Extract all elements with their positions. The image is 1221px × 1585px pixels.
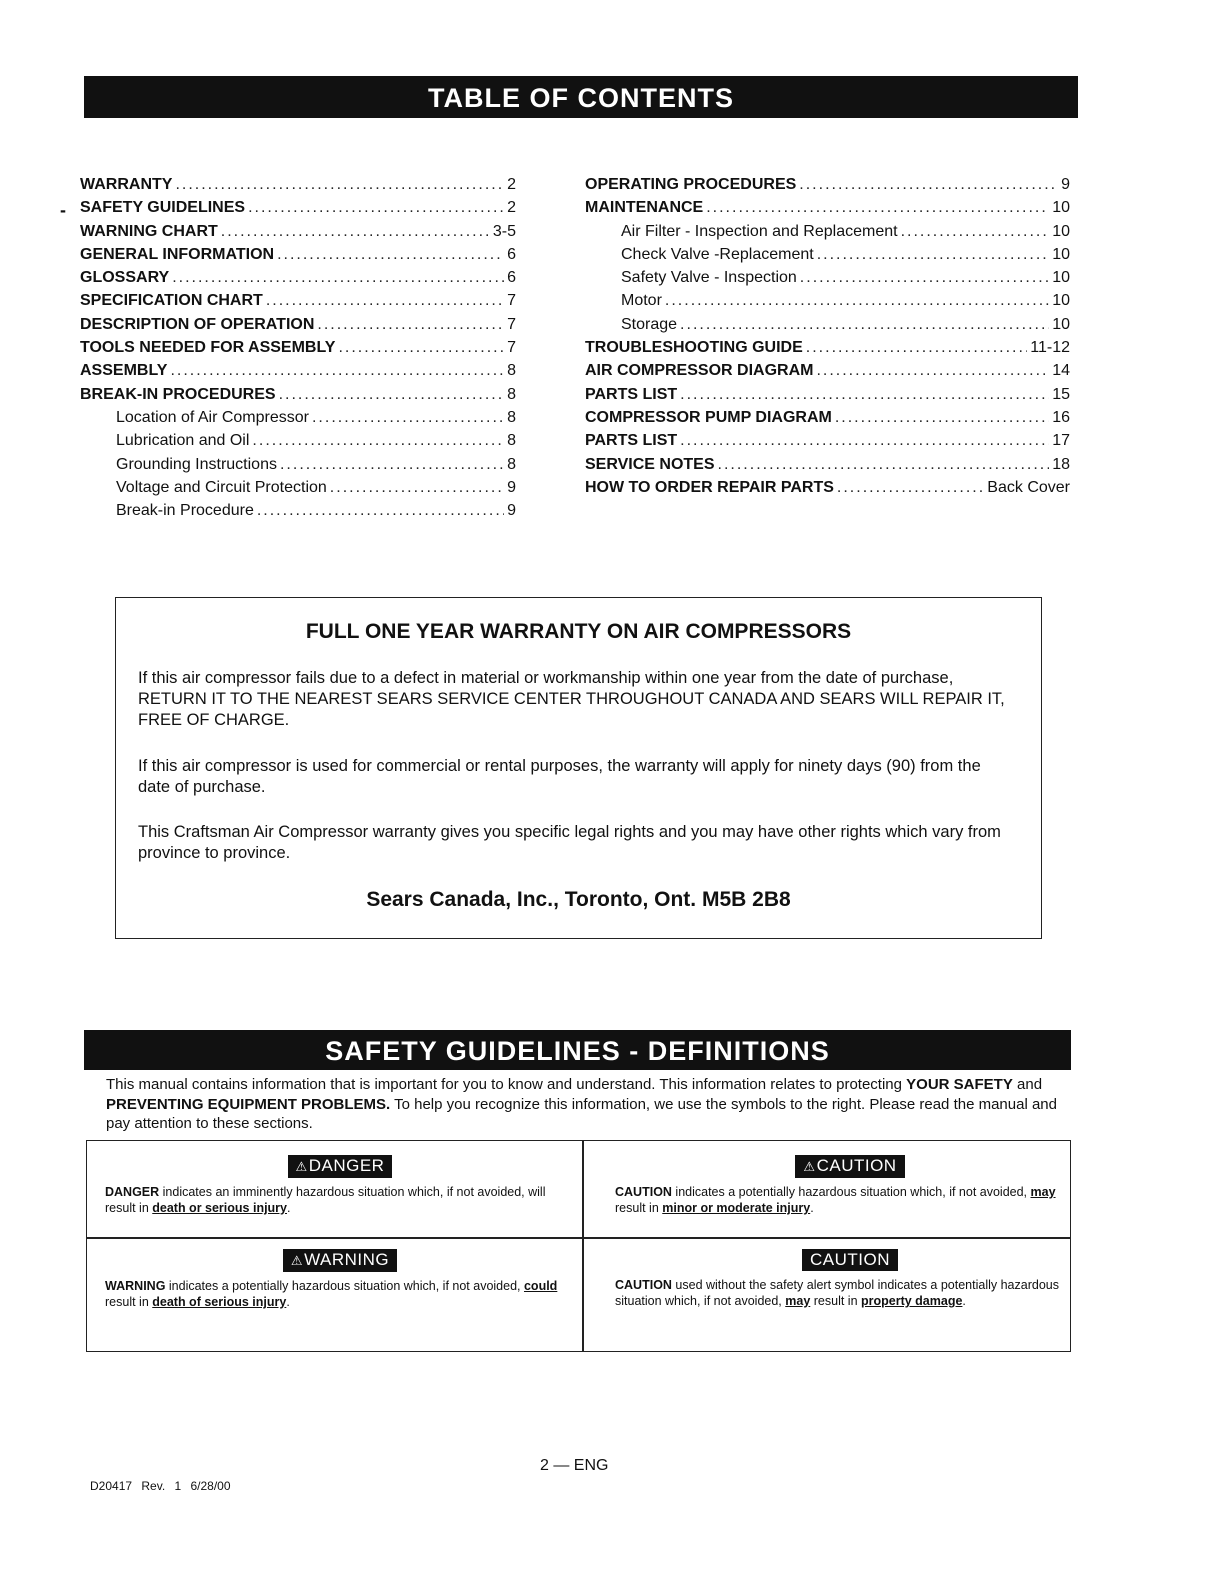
toc-entry-page: 10 [1052,199,1070,217]
toc-entry-page: 10 [1052,222,1070,240]
toc-entry[interactable] [585,479,1070,502]
caution-word: CAUTION [615,1278,672,1292]
caution-emphasis: minor or moderate injury [662,1201,811,1215]
toc-heading: TABLE OF CONTENTS [84,76,1078,118]
toc-entry-page: 6 [507,269,516,287]
alert-triangle-icon: ⚠ [295,1159,308,1174]
toc-leader [680,432,1049,450]
toc-entry-title: TROUBLESHOOTING GUIDE [585,339,803,357]
toc-leader [680,316,1049,334]
safety-intro-emphasis: YOUR SAFETY [906,1076,1013,1093]
toc-leader [816,362,1049,380]
safety-intro [106,1075,1066,1134]
caution-text: result in [810,1294,861,1308]
toc-leader [706,199,1049,217]
warranty-title: FULL ONE YEAR WARRANTY ON AIR COMPRESSORS [305,620,852,643]
toc-entry-page: 9 [507,502,516,520]
toc-entry-title: WARRANTY [80,176,173,193]
toc-entry-page: 17 [1052,432,1070,450]
toc-entry-title: SAFETY GUIDELINES [80,199,246,217]
toc-subentry[interactable] [585,292,1070,315]
safety-intro-text: To help you recognize this information, we use the symbols to the right. Please read the manual and pay attention to these sections. [106,1095,1057,1132]
toc-entry[interactable] [80,269,516,292]
grid-divider [87,1237,1070,1239]
toc-leader [266,292,504,310]
toc-entry-page: 10 [1052,292,1070,310]
toc-entry-title: OPERATING PROCEDURES [585,176,797,193]
toc-entry-page: 14 [1052,362,1070,380]
toc-entry-title: PARTS LIST [585,432,678,450]
toc-entry-page: 16 [1052,408,1070,426]
safety-symbol-grid [86,1140,1071,1352]
toc-entry-title: Grounding Instructions [116,455,277,473]
caution-text: indicates a potentially hazardous situation which, if not avoided, [671,1185,1031,1199]
danger-word: DANGER [105,1185,160,1199]
caution-emphasis: may [785,1294,811,1308]
caution-text: result in [615,1201,663,1215]
toc-leader [835,409,1049,427]
toc-entry-title: Break-in Procedure [116,502,254,520]
toc-subentry[interactable] [80,479,516,502]
toc-entry[interactable] [585,362,1070,385]
toc-entry[interactable] [80,176,516,199]
toc-entry-title: SPECIFICATION CHART [80,292,263,310]
toc-entry-page: 10 [1052,315,1070,333]
toc-entry-page: Back Cover [987,478,1070,496]
toc-entry[interactable] [585,432,1070,455]
caution-text: used without the safety alert symbol indicates a potentially hazardous situation which, if not avoided, [615,1278,1059,1308]
toc-leader [312,409,504,427]
danger-text: . [287,1201,291,1215]
safety-intro-text: This manual contains information that is important for you to know and understand. This information relates to protecting [106,1076,907,1093]
toc-entry[interactable] [585,409,1070,432]
toc-entry-page: 10 [1052,269,1070,287]
toc-entry[interactable] [80,199,516,222]
warning-text: result in [105,1295,153,1309]
toc-entry[interactable] [585,456,1070,479]
toc-entry-title: ASSEMBLY [80,362,168,380]
toc-subentry[interactable] [80,432,516,455]
toc-leader [257,502,504,520]
warning-text: indicates a potentially hazardous situation which, if not avoided, [165,1279,524,1293]
danger-label [288,1155,393,1178]
toc-entry-page: 15 [1052,385,1070,403]
toc-leader [252,432,504,450]
toc-subentry[interactable] [80,409,516,432]
toc-leader [170,362,504,380]
toc-entry-page: 9 [1061,176,1070,193]
toc-entry-title: PARTS LIST [585,385,678,403]
alert-triangle-icon: ⚠ [803,1159,816,1174]
toc-entry[interactable] [80,339,516,362]
toc-leader [799,176,1058,194]
toc-entry-title: SERVICE NOTES [585,455,715,473]
warranty-signature: Sears Canada, Inc., Toronto, Ont. M5B 2B8 [366,888,791,911]
warning-emphasis: could [523,1279,558,1293]
toc-right-column [585,176,1070,502]
danger-definition [105,1155,575,1216]
caution-alert-definition [615,1155,1085,1216]
toc-entry-title: BREAK-IN PROCEDURES [80,385,276,403]
caution-label-text: CAUTION [816,1156,897,1175]
caution-word: CAUTION [615,1185,672,1199]
warning-word: WARNING [105,1279,166,1293]
toc-entry-title: Safety Valve - Inspection [621,269,797,287]
caution-text: . [810,1201,814,1215]
toc-entry-page: 8 [507,455,516,473]
toc-entry-page: 10 [1052,245,1070,263]
toc-entry-title: AIR COMPRESSOR DIAGRAM [585,362,814,380]
toc-entry-title: TOOLS NEEDED FOR ASSEMBLY [80,339,336,357]
toc-entry-page: 8 [507,408,516,426]
toc-subentry[interactable] [80,502,516,525]
toc-leader [338,339,504,357]
toc-entry-page: 18 [1052,455,1070,473]
toc-subentry[interactable] [585,316,1070,339]
toc-leader [279,386,505,404]
toc-entry-title: Check Valve -Replacement [621,245,814,263]
danger-text: indicates an imminently hazardous situation which, if not avoided, will result in [105,1185,546,1215]
toc-entry-title: DESCRIPTION OF OPERATION [80,315,315,333]
danger-emphasis: death or serious injury [152,1201,288,1215]
safety-intro-text: and [1012,1076,1043,1093]
toc-leader [665,292,1049,310]
warning-text: . [286,1295,290,1309]
toc-entry[interactable] [80,223,516,246]
caution-label-text: CAUTION [810,1250,890,1269]
danger-label-text: DANGER [308,1156,385,1175]
toc-leader [248,199,504,217]
toc-entry-title: Location of Air Compressor [116,408,309,426]
toc-entry[interactable] [80,362,516,385]
toc-entry-title: COMPRESSOR PUMP DIAGRAM [585,408,832,426]
toc-leader [280,456,504,474]
page-number: 2 — ENG [540,1457,609,1474]
toc-entry[interactable] [585,176,1070,199]
toc-leader [172,269,504,287]
warranty-paragraph: If this air compressor is used for commercial or rental purposes, the warranty will apply for ninety days (90) from the date of purchase. [138,757,981,796]
toc-entry-page: 2 [507,176,516,193]
toc-entry-page: 7 [507,315,516,333]
safety-heading: SAFETY GUIDELINES - DEFINITIONS [84,1030,1071,1070]
safety-intro-emphasis: PREVENTING EQUIPMENT PROBLEMS. [106,1095,391,1113]
caution-alert-label [795,1155,904,1178]
toc-entry-page: 8 [507,432,516,450]
toc-leader [221,223,490,241]
toc-entry-title: GENERAL INFORMATION [80,245,275,263]
caution-plain-definition [615,1249,1085,1309]
toc-leader [817,246,1050,264]
toc-subentry[interactable] [80,456,516,479]
toc-entry-page: 2 [507,199,516,217]
toc-entry-title: Storage [621,315,678,333]
toc-entry[interactable] [585,386,1070,409]
toc-entry-page: 8 [507,362,516,380]
toc-leader [901,223,1050,241]
toc-entry-page: 6 [507,245,516,263]
toc-entry[interactable] [585,199,1070,222]
toc-entry-title: HOW TO ORDER REPAIR PARTS [585,478,834,496]
document-code: D20417 Rev. 1 6/28/00 [90,1479,231,1493]
toc-entry-title: Motor [621,292,662,310]
toc-left-column [80,176,516,525]
toc-leader [806,339,1027,357]
warning-definition [105,1249,575,1310]
toc-entry[interactable] [80,386,516,409]
toc-entry[interactable] [585,339,1070,362]
toc-leader [277,246,504,264]
toc-entry[interactable] [80,292,516,315]
toc-leader [175,176,504,194]
toc-subentry[interactable] [585,223,1070,246]
caution-emphasis: property damage [861,1294,963,1308]
toc-entry-title: MAINTENANCE [585,199,704,217]
toc-entry-title: Air Filter - Inspection and Replacement [621,222,898,240]
toc-leader [800,269,1049,287]
caution-plain-label [802,1249,898,1271]
caution-text: . [962,1294,966,1308]
toc-entry-title: Voltage and Circuit Protection [116,478,327,496]
toc-leader [317,316,504,334]
toc-entry[interactable] [80,246,516,269]
toc-leader [680,386,1049,404]
toc-entry-title: Lubrication and Oil [116,432,250,450]
warranty-paragraph: This Craftsman Air Compressor warranty gives you specific legal rights and you may have other rights which vary from province to province. [138,823,1001,862]
toc-leader [837,479,984,497]
toc-leader [718,456,1050,474]
toc-entry[interactable] [80,316,516,339]
toc-entry-page: 7 [507,339,516,357]
warranty-paragraph: If this air compressor fails due to a defect in material or workmanship within one year from the date of purchase, RETURN IT TO THE NEAREST SEARS SERVICE CENTER THROUGHOUT CANADA AND SEARS WILL REPAIR IT, FREE OF CHARGE. [138,669,1005,729]
toc-subentry[interactable] [585,246,1070,269]
toc-entry-page: 3-5 [492,222,516,240]
toc-entry-page: 7 [507,292,516,310]
grid-divider [582,1141,584,1351]
toc-entry-page: 9 [507,478,516,496]
toc-entry-title: GLOSSARY [80,269,170,287]
toc-entry-page: 11-12 [1030,339,1070,357]
warning-label-text: WARNING [304,1250,390,1269]
warning-emphasis: death of serious injury [152,1295,287,1309]
caution-emphasis: may [1030,1185,1056,1199]
toc-subentry[interactable] [585,269,1070,292]
toc-entry-title: WARNING CHART [80,222,218,240]
alert-triangle-icon: ⚠ [290,1253,304,1268]
toc-entry-page: 8 [507,385,516,403]
margin-mark: - [60,200,66,220]
warranty-box [115,597,1042,939]
toc-leader [330,479,504,497]
warning-label [283,1249,397,1272]
